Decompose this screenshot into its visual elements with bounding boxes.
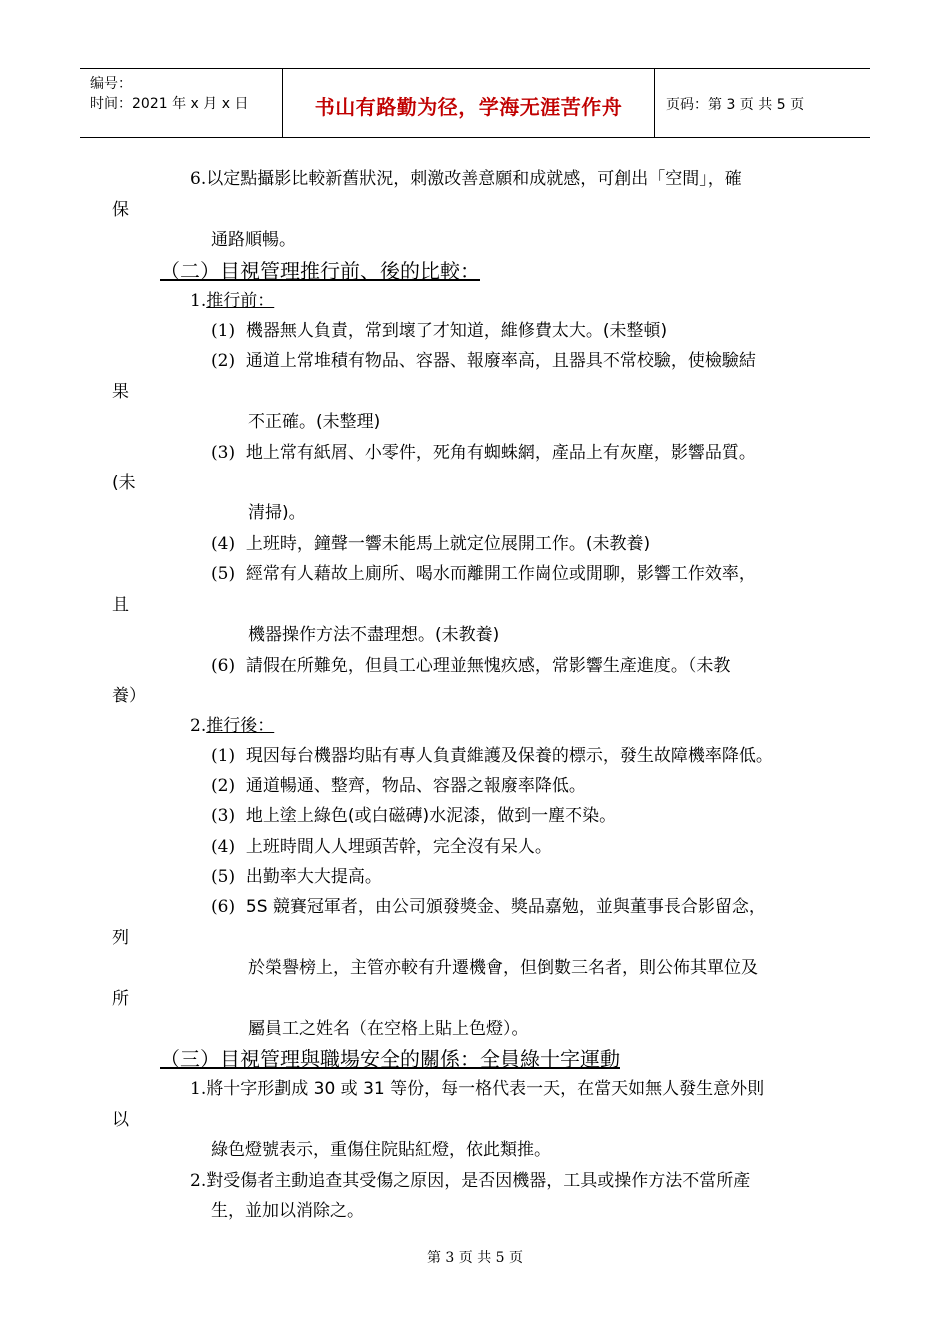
item-text: 請假在所難免，但員工心理並無愧疚感，常影響生產進度。（未教 [245,656,731,676]
wrap-text: 保 [112,200,129,220]
wrap-text: 果 [112,382,129,402]
wrap-text: 所 [112,989,129,1009]
item-text: 現因每台機器均貼有專人負責維護及保養的標示，發生故障機率降低。 [245,746,773,766]
continuation-text: 通路順暢。 [211,230,296,250]
item-text: 上班時，鐘聲一響未能馬上就定位展開工作。(未教養) [245,534,651,554]
item-text: 經常有人藉故上廁所、喝水而離開工作崗位或閒聊，影響工作效率， [245,564,756,584]
item-text: 推行後： [206,716,275,736]
item-text: 對受傷者主動追查其受傷之原因，是否因機器，工具或操作方法不當所產 [206,1171,751,1191]
item-number: (2) [211,776,236,796]
list-item [211,533,650,555]
subsection-title [190,715,274,737]
item-number: (2) [211,351,236,371]
item-number: (3) [211,806,236,826]
item-number: (5) [211,867,236,887]
list-item [190,1170,750,1192]
item-number: (3) [211,443,236,463]
wrap-text: 且 [112,595,129,615]
continuation-text: 屬員工之姓名（在空格上貼上色燈）。 [248,1019,529,1039]
wrap-text: 以 [112,1110,129,1130]
continuation-text: 於榮譽榜上，主管亦較有升遷機會，但倒數三名者，則公佈其單位及 [248,958,758,978]
time-label: 时间：2021 年 x 月 x 日 [90,96,249,112]
list-item [190,1078,764,1100]
subsection-title [190,290,274,312]
wrap-text: (未 [112,473,136,493]
continuation-text: 清掃)。 [248,503,306,523]
list-item [211,836,552,858]
item-text: 通道暢通、整齊，物品、容器之報廢率降低。 [245,776,586,796]
continuation-text: 不正確。(未整理) [248,412,381,432]
item-number: 6. [190,169,207,189]
list-item [211,350,756,372]
wrap-text: 養） [112,686,146,706]
item-number: 1. [190,291,207,311]
header-motto: 书山有路勤为径，学海无涯苦作舟 [314,95,623,119]
list-item [211,320,667,342]
list-item [211,805,616,827]
list-item [211,866,382,888]
item-number: (1) [211,321,236,341]
item-number: (6) [211,897,236,917]
item-text: 機器無人負責，常到壞了才知道，維修費太大。(未整頓) [245,321,668,341]
number-label: 编号： [90,76,132,92]
item-number: (4) [211,837,236,857]
page-header [80,68,870,138]
continuation-text: 綠色燈號表示，重傷住院貼紅燈，依此類推。 [211,1140,551,1160]
continuation-text: 生，並加以消除之。 [211,1201,364,1221]
item-number: 1. [190,1079,207,1099]
item-number: (1) [211,746,236,766]
continuation-text: 機器操作方法不盡理想。(未教養) [248,625,500,645]
item-text: 上班時間人人埋頭苦幹，完全沒有呆人。 [245,837,552,857]
list-item [211,563,756,585]
header-page-label: 页码：第 3 页 共 5 页 [666,97,805,113]
list-item [211,745,773,767]
item-number: (4) [211,534,236,554]
item-text: 以定點攝影比較新舊狀況，刺激改善意願和成就感，可創出「空間」，確 [206,169,742,189]
header-meta [90,74,248,114]
list-item [211,896,766,918]
wrap-text: 列 [112,928,129,948]
item-text: 通道上常堆積有物品、容器、報廢率高，且器具不常校驗，使檢驗結 [245,351,756,371]
item-text: 地上常有紙屑、小零件，死角有蜘蛛網，產品上有灰塵，影響品質。 [245,443,756,463]
page-footer: 第 3 页 共 5 页 [426,1250,524,1266]
list-item [190,168,742,190]
item-number: (6) [211,656,236,676]
section-title: （三）目視管理與職場安全的關係：全員綠十字運動 [160,1047,620,1071]
item-number: (5) [211,564,236,584]
item-text: 將十字形劃成 30 或 31 等份，每一格代表一天，在當天如無人發生意外則 [206,1079,765,1099]
header-divider [654,69,655,137]
list-item [211,442,756,464]
item-text: 出勤率大大提高。 [245,867,382,887]
item-number: 2. [190,716,207,736]
item-text: 地上塗上綠色(或白磁磚)水泥漆，做到一塵不染。 [245,806,617,826]
section-title: （二）目視管理推行前、後的比較： [160,259,480,283]
list-item [211,775,586,797]
item-text: 5S 競賽冠軍者，由公司頒發獎金、獎品嘉勉，並與董事長合影留念， [245,897,766,917]
list-item [211,655,730,677]
item-number: 2. [190,1171,207,1191]
item-text: 推行前： [206,291,275,311]
